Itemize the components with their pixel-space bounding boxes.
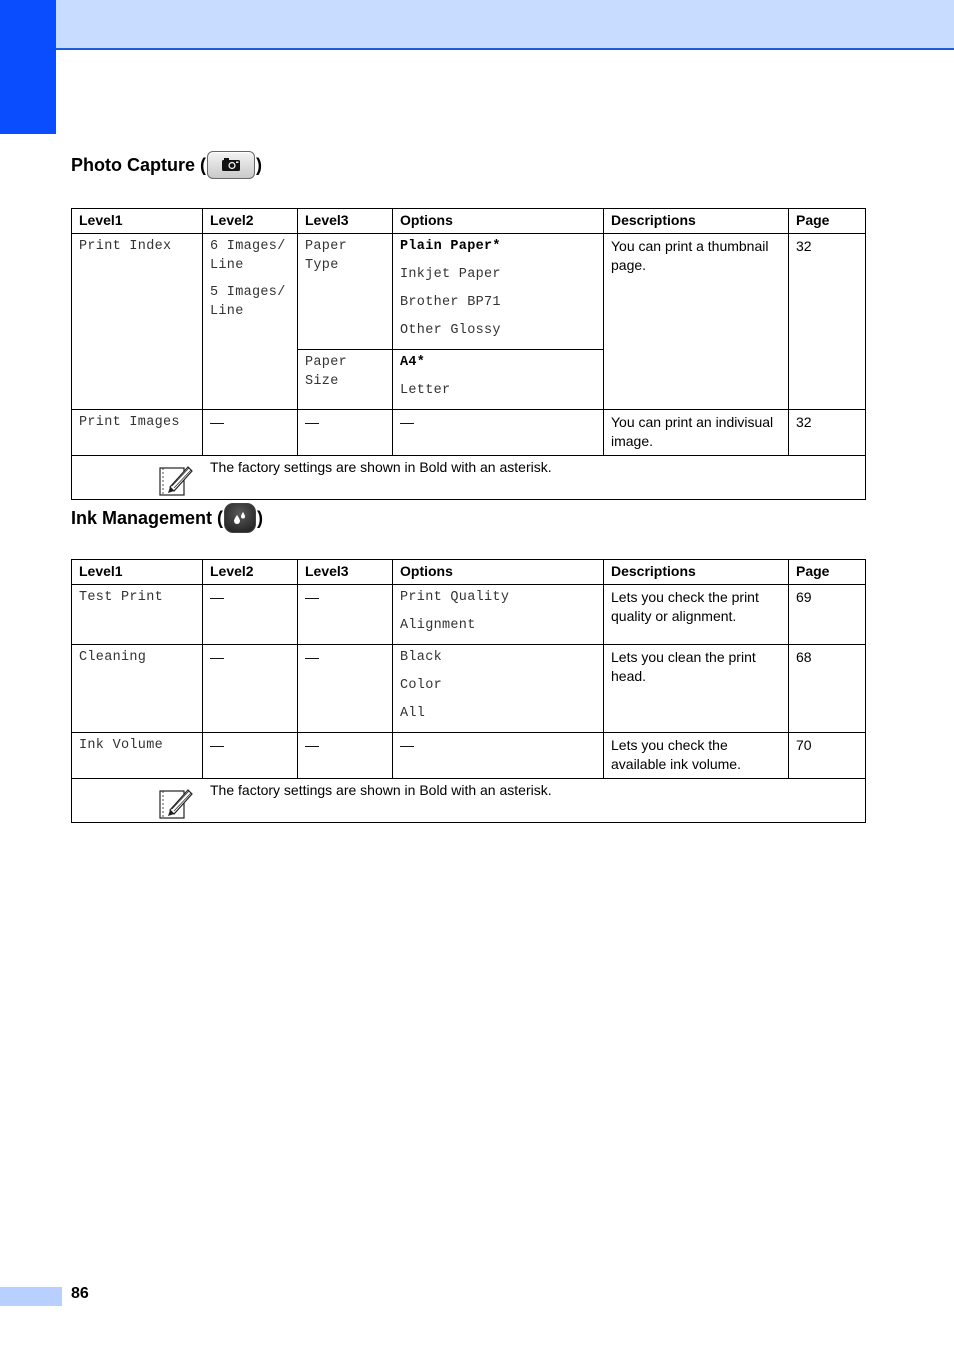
option-value: All (400, 706, 426, 721)
header-descriptions: Descriptions (604, 560, 789, 585)
level2-option: 6 Images/ Line (210, 239, 286, 273)
level3-cell: — (298, 645, 393, 733)
ink-drop-icon (224, 503, 256, 533)
option-value: Letter (400, 383, 451, 398)
level2-cell: — (203, 645, 298, 733)
note-pencil-icon (158, 462, 194, 501)
description-cell: You can print an indivisual image. (604, 410, 789, 456)
level2-cell: — (203, 585, 298, 645)
description-cell: You can print a thumbnail page. (604, 234, 789, 410)
level2-cell (203, 234, 298, 410)
camera-icon (207, 151, 255, 179)
level3-cell: — (298, 733, 393, 779)
table-header-row (72, 560, 866, 585)
table-row (72, 645, 866, 733)
level1-print-index: Print Index (72, 234, 203, 410)
options-cell: — (393, 410, 604, 456)
ink-management-title: Ink Management ( (71, 508, 224, 528)
option-value: Other Glossy (400, 323, 501, 338)
option-value: A4* (400, 355, 426, 370)
table-row (72, 234, 866, 350)
photo-capture-title-close: ) (256, 155, 262, 175)
options-cell: — (393, 733, 604, 779)
options-cell (393, 585, 604, 645)
page-cell: 32 (789, 410, 866, 456)
level3-cell: — (298, 410, 393, 456)
description-cell: Lets you check the print quality or alignment. (604, 585, 789, 645)
header-page: Page (789, 560, 866, 585)
ink-management-title-close: ) (257, 508, 264, 528)
photo-capture-heading (71, 151, 262, 179)
header-options: Options (393, 560, 604, 585)
level2-cell: — (203, 410, 298, 456)
ink-management-heading (71, 503, 263, 533)
page-number: 86 (71, 1285, 89, 1302)
page-cell: 68 (789, 645, 866, 733)
level3-paper-size: Paper Size (298, 350, 393, 410)
note-text: The factory settings are shown in Bold with an asterisk. (210, 782, 552, 798)
ink-management-table (71, 559, 866, 823)
level3-paper-type: Paper Type (298, 234, 393, 350)
description-cell: Lets you clean the print head. (604, 645, 789, 733)
page-cell: 69 (789, 585, 866, 645)
note-cell (72, 456, 866, 500)
note-row (72, 779, 866, 823)
header-band (0, 0, 954, 50)
page-number-tab (0, 1287, 62, 1306)
page-cell: 32 (789, 234, 866, 410)
chapter-tab (0, 0, 56, 134)
option-value: Print Quality (400, 590, 510, 605)
level3-cell: — (298, 585, 393, 645)
header-level1: Level1 (72, 209, 203, 234)
header-descriptions: Descriptions (604, 209, 789, 234)
header-level3: Level3 (298, 560, 393, 585)
note-pencil-icon (158, 785, 194, 824)
option-value: Inkjet Paper (400, 267, 501, 282)
option-value: Color (400, 678, 443, 693)
header-page: Page (789, 209, 866, 234)
header-level3: Level3 (298, 209, 393, 234)
page-cell: 70 (789, 733, 866, 779)
level2-cell: — (203, 733, 298, 779)
header-options: Options (393, 209, 604, 234)
level1-print-images: Print Images (72, 410, 203, 456)
option-value: Alignment (400, 618, 476, 633)
options-paper-type (393, 234, 604, 350)
option-value: Plain Paper* (400, 239, 501, 254)
note-text: The factory settings are shown in Bold with an asterisk. (210, 459, 552, 475)
options-cell (393, 645, 604, 733)
option-value: Black (400, 650, 443, 665)
table-row (72, 410, 866, 456)
header-level1: Level1 (72, 560, 203, 585)
photo-capture-title: Photo Capture ( (71, 155, 206, 175)
table-row (72, 733, 866, 779)
level1-cleaning: Cleaning (72, 645, 203, 733)
photo-capture-table (71, 208, 866, 500)
level1-test-print: Test Print (72, 585, 203, 645)
table-row (72, 585, 866, 645)
options-paper-size (393, 350, 604, 410)
note-row (72, 456, 866, 500)
level2-option: 5 Images/ Line (210, 285, 286, 319)
option-value: Brother BP71 (400, 295, 501, 310)
note-cell (72, 779, 866, 823)
description-cell: Lets you check the available ink volume. (604, 733, 789, 779)
header-level2: Level2 (203, 209, 298, 234)
table-header-row (72, 209, 866, 234)
level1-ink-volume: Ink Volume (72, 733, 203, 779)
header-level2: Level2 (203, 560, 298, 585)
